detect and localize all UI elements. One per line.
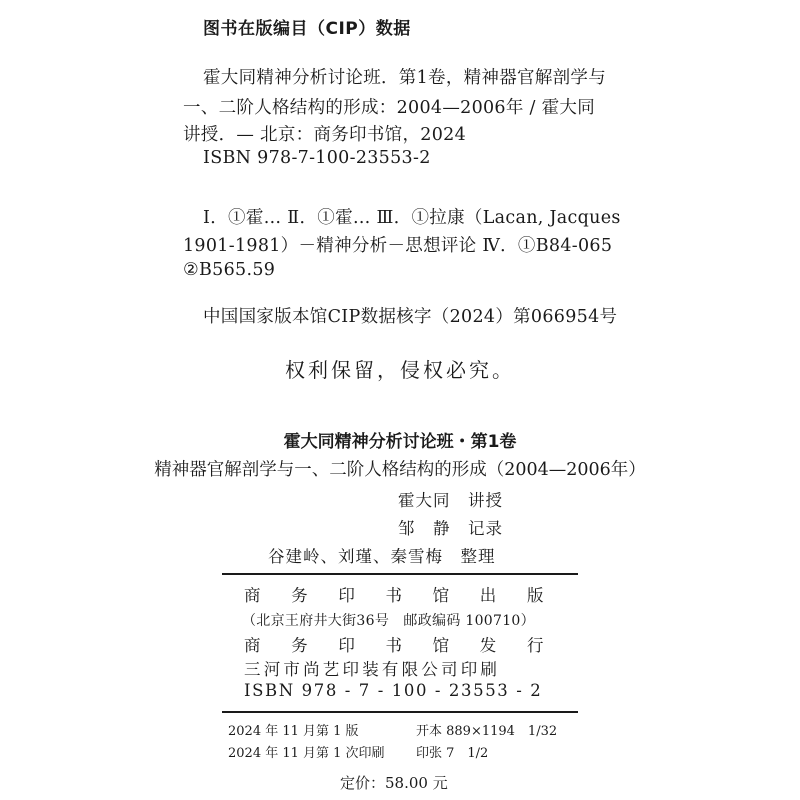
publisher-name-char: 书 (385, 586, 403, 605)
publisher-name-char: 版 (526, 586, 544, 605)
publisher-isbn: ISBN 978 - 7 - 100 - 23553 - 2 (244, 681, 543, 700)
publisher-name-char: 出 (479, 586, 497, 605)
publisher-name-char: 务 (291, 586, 309, 605)
distributor-name-char: 印 (338, 636, 356, 655)
publisher-address: （北京王府井大街36号 邮政编码 100710） (242, 613, 535, 629)
distributor-name-char: 务 (291, 636, 309, 655)
publisher-name-char: 商 (244, 586, 261, 605)
cip-title-line-2: 一、二阶人格结构的形成：2004—2006年 / 霍大同 (183, 98, 595, 118)
first-printing-date: 2024 年 11 月第 1 次印刷 (228, 746, 385, 761)
cip-title-line-1: 霍大同精神分析讨论班．第1卷，精神器官解剖学与 (203, 68, 607, 88)
distributor-name-char: 商 (244, 636, 261, 655)
top-rule (222, 573, 578, 575)
distributor-line (244, 632, 544, 656)
cip-classification-line-2: 1901-1981）－精神分析－思想评论 Ⅳ．①B84-065 (183, 236, 613, 256)
recorder-credit: 邹 静 记录 (398, 519, 503, 538)
cip-classification-line-3: ②B565.59 (183, 260, 276, 280)
rights-notice: 权利保留，侵权必究。 (285, 358, 515, 382)
cip-title-line-3: 讲授．— 北京：商务印书馆，2024 (183, 125, 466, 145)
bottom-rule (222, 711, 578, 713)
printed-sheets: 印张 7 1/2 (416, 746, 489, 761)
cip-heading: 图书在版编目（CIP）数据 (203, 19, 411, 39)
cip-classification-line-1: Ⅰ．①霍… Ⅱ．①霍… Ⅲ．①拉康（Lacan, Jacques (203, 208, 621, 228)
price: 定价：58.00 元 (340, 774, 448, 792)
book-title: 霍大同精神分析讨论班・第1卷 (283, 432, 517, 452)
first-edition-date: 2024 年 11 月第 1 版 (228, 724, 359, 739)
lecturer-credit: 霍大同 讲授 (398, 491, 503, 510)
distributor-name-char: 发 (479, 636, 497, 655)
distributor-name-char: 行 (526, 636, 544, 655)
printer-line: 三河市尚艺印装有限公司印刷 (244, 660, 501, 679)
publisher-line (244, 582, 544, 606)
book-format: 开本 889×1194 1/32 (416, 724, 558, 739)
cip-isbn: ISBN 978-7-100-23553-2 (203, 148, 431, 168)
distributor-name-char: 书 (385, 636, 403, 655)
cip-approval-number: 中国国家版本馆CIP数据核字（2024）第066954号 (203, 307, 618, 327)
publisher-name-char: 印 (338, 586, 356, 605)
publisher-name-char: 馆 (432, 586, 450, 605)
distributor-name-char: 馆 (432, 636, 450, 655)
book-subtitle: 精神器官解剖学与一、二阶人格结构的形成（2004—2006年） (154, 460, 646, 480)
editors-credit: 谷建岭、刘瑾、秦雪梅 整理 (268, 547, 496, 566)
distributor-name (244, 632, 544, 656)
publisher-name (244, 582, 544, 606)
